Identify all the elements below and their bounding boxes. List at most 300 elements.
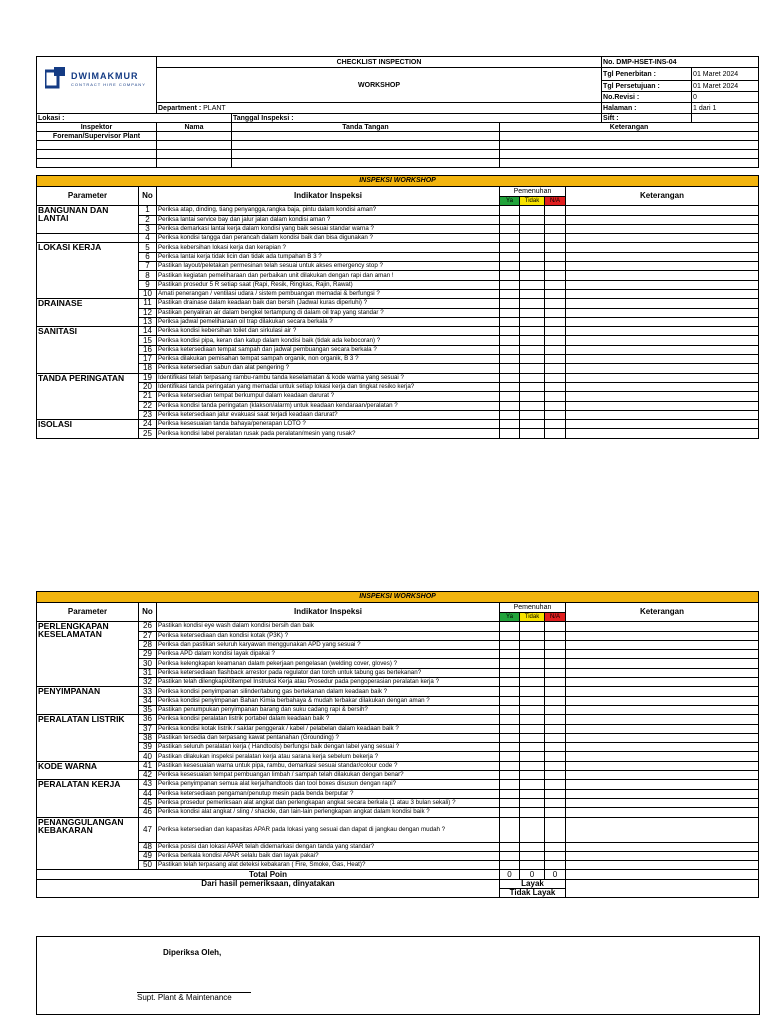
ya-checkbox-cell[interactable] xyxy=(500,743,520,752)
na-checkbox-cell[interactable] xyxy=(545,364,566,373)
tidak-checkbox-cell[interactable] xyxy=(520,429,545,438)
keterangan-input-cell[interactable] xyxy=(566,733,759,742)
na-checkbox-cell[interactable] xyxy=(545,808,566,817)
tidak-checkbox-cell[interactable] xyxy=(520,631,545,640)
na-checkbox-cell[interactable] xyxy=(545,780,566,789)
keterangan-cell[interactable] xyxy=(500,132,759,141)
na-checkbox-cell[interactable] xyxy=(545,299,566,308)
na-checkbox-cell[interactable] xyxy=(545,355,566,364)
item-number: 21 xyxy=(139,392,157,401)
total-poin-label: Total Poin xyxy=(37,870,500,879)
na-checkbox-cell[interactable] xyxy=(545,696,566,705)
ya-checkbox-cell[interactable] xyxy=(500,780,520,789)
table-row xyxy=(37,271,759,280)
ya-checkbox-cell[interactable] xyxy=(500,327,520,336)
ya-checkbox-cell[interactable] xyxy=(500,262,520,271)
tidak-checkbox-cell[interactable] xyxy=(520,817,545,842)
tidak-checkbox-cell[interactable] xyxy=(520,705,545,714)
keterangan-input-cell[interactable] xyxy=(566,355,759,364)
keterangan-input-cell[interactable] xyxy=(566,373,759,382)
keterangan-input-cell[interactable] xyxy=(566,696,759,705)
keterangan-input-cell[interactable] xyxy=(566,420,759,429)
table-row xyxy=(37,668,759,677)
tidak-checkbox-cell[interactable] xyxy=(520,771,545,780)
keterangan-input-cell[interactable] xyxy=(566,234,759,243)
table-row xyxy=(37,696,759,705)
ya-checkbox-cell[interactable] xyxy=(500,771,520,780)
table-row xyxy=(37,401,759,410)
ya-checkbox-cell[interactable] xyxy=(500,392,520,401)
item-number: 9 xyxy=(139,280,157,289)
tidak-checkbox-cell[interactable] xyxy=(520,622,545,631)
inspektor-cell[interactable] xyxy=(37,159,157,168)
na-checkbox-cell[interactable] xyxy=(545,224,566,233)
keterangan-input-cell[interactable] xyxy=(566,743,759,752)
keterangan-input-cell[interactable] xyxy=(566,780,759,789)
keterangan-input-cell[interactable] xyxy=(566,243,759,252)
keterangan-input-cell[interactable] xyxy=(566,650,759,659)
tidak-header: Tidak xyxy=(520,197,545,206)
ya-checkbox-cell[interactable] xyxy=(500,724,520,733)
item-number: 8 xyxy=(139,271,157,280)
na-checkbox-cell[interactable] xyxy=(545,789,566,798)
item-number: 7 xyxy=(139,262,157,271)
keterangan-input-cell[interactable] xyxy=(566,206,759,215)
ttd-cell[interactable] xyxy=(232,159,500,168)
lokasi-label: Lokasi : xyxy=(37,114,232,123)
ttd-cell[interactable] xyxy=(232,132,500,141)
indikator-text: Periksa atap, dinding, tiang penyangga,rangka baja, pintu dalam kondisi aman? xyxy=(157,206,500,215)
tidak-checkbox-cell[interactable] xyxy=(520,678,545,687)
nama-cell[interactable] xyxy=(157,150,232,159)
keterangan-input-cell[interactable] xyxy=(566,687,759,696)
tidak-checkbox-cell[interactable] xyxy=(520,392,545,401)
na-checkbox-cell[interactable] xyxy=(545,289,566,298)
ya-checkbox-cell[interactable] xyxy=(500,252,520,261)
keterangan-input-cell[interactable] xyxy=(566,851,759,860)
nama-header: Nama xyxy=(157,123,232,132)
indikator-text: Pastikan layout/peletakan permesinan telah sesuai untuk akses emergency stop ? xyxy=(157,262,500,271)
keterangan-input-cell[interactable] xyxy=(566,289,759,298)
indikator-text: Periksa APD dalam kondisi layak dipakai ? xyxy=(157,650,500,659)
ya-checkbox-cell[interactable] xyxy=(500,299,520,308)
tidak-checkbox-cell[interactable] xyxy=(520,252,545,261)
tidak-checkbox-cell[interactable] xyxy=(520,271,545,280)
keterangan-input-cell[interactable] xyxy=(566,382,759,391)
tidak-checkbox-cell[interactable] xyxy=(520,640,545,649)
keterangan-input-cell[interactable] xyxy=(566,861,759,870)
item-number: 24 xyxy=(139,420,157,429)
pemenuhan-header: Pemenuhan xyxy=(500,603,566,613)
keterangan-input-cell[interactable] xyxy=(566,336,759,345)
ya-checkbox-cell[interactable] xyxy=(500,224,520,233)
na-checkbox-cell[interactable] xyxy=(545,373,566,382)
ya-checkbox-cell[interactable] xyxy=(500,761,520,770)
keterangan-column-header: Keterangan xyxy=(566,603,759,622)
ya-checkbox-cell[interactable] xyxy=(500,215,520,224)
supt-signature-line[interactable] xyxy=(137,992,251,1002)
tidak-checkbox-cell[interactable] xyxy=(520,317,545,326)
na-checkbox-cell[interactable] xyxy=(545,771,566,780)
keterangan-input-cell[interactable] xyxy=(566,392,759,401)
item-number: 49 xyxy=(139,851,157,860)
ya-checkbox-cell[interactable] xyxy=(500,382,520,391)
item-number: 20 xyxy=(139,382,157,391)
ya-header: Ya xyxy=(500,197,520,206)
keterangan-input-cell[interactable] xyxy=(566,761,759,770)
keterangan-input-cell[interactable] xyxy=(566,401,759,410)
table-row xyxy=(37,382,759,391)
ya-checkbox-cell[interactable] xyxy=(500,410,520,419)
item-number: 38 xyxy=(139,733,157,742)
na-checkbox-cell[interactable] xyxy=(545,280,566,289)
na-checkbox-cell[interactable] xyxy=(545,420,566,429)
indikator-text: Periksa ketersedian dan kapasitas APAR pada lokasi yang sesuai dan dapat di jangkau dengan mudah ? xyxy=(157,817,500,842)
keterangan-input-cell[interactable] xyxy=(566,668,759,677)
na-checkbox-cell[interactable] xyxy=(545,234,566,243)
keterangan-input-cell[interactable] xyxy=(566,705,759,714)
na-checkbox-cell[interactable] xyxy=(545,733,566,742)
ya-checkbox-cell[interactable] xyxy=(500,289,520,298)
ya-checkbox-cell[interactable] xyxy=(500,851,520,860)
tidak-checkbox-cell[interactable] xyxy=(520,761,545,770)
keterangan-input-cell[interactable] xyxy=(566,678,759,687)
indikator-text: Periksa kesesuaian tanda bahaya/penerapan LOTO ? xyxy=(157,420,500,429)
ttd-cell[interactable] xyxy=(232,141,500,150)
table-row xyxy=(37,659,759,668)
checklist-label: CHECKLIST INSPECTION xyxy=(157,57,602,68)
na-checkbox-cell[interactable] xyxy=(545,640,566,649)
keterangan-input-cell[interactable] xyxy=(566,345,759,354)
nama-cell[interactable] xyxy=(157,141,232,150)
ya-checkbox-cell[interactable] xyxy=(500,317,520,326)
keterangan-input-cell[interactable] xyxy=(566,789,759,798)
indikator-text: Identifikasi telah terpasang rambu-rambu tanda keselamatan & kode warna yang sesuai ? xyxy=(157,373,500,382)
ya-checkbox-cell[interactable] xyxy=(500,243,520,252)
keterangan-cell[interactable] xyxy=(500,159,759,168)
tidak-checkbox-cell[interactable] xyxy=(520,224,545,233)
ya-checkbox-cell[interactable] xyxy=(500,733,520,742)
ya-checkbox-cell[interactable] xyxy=(500,364,520,373)
na-checkbox-cell[interactable] xyxy=(545,308,566,317)
tidak-checkbox-cell[interactable] xyxy=(520,798,545,807)
nama-cell[interactable] xyxy=(157,132,232,141)
tidak-checkbox-cell[interactable] xyxy=(520,280,545,289)
na-checkbox-cell[interactable] xyxy=(545,705,566,714)
ya-checkbox-cell[interactable] xyxy=(500,420,520,429)
table-row xyxy=(37,631,759,640)
na-checkbox-cell[interactable] xyxy=(545,252,566,261)
tidak-checkbox-cell[interactable] xyxy=(520,851,545,860)
na-checkbox-cell[interactable] xyxy=(545,842,566,851)
ya-checkbox-cell[interactable] xyxy=(500,678,520,687)
keterangan-input-cell[interactable] xyxy=(566,631,759,640)
na-checkbox-cell[interactable] xyxy=(545,429,566,438)
ya-checkbox-cell[interactable] xyxy=(500,308,520,317)
tidak-checkbox-cell[interactable] xyxy=(520,410,545,419)
tidak-checkbox-cell[interactable] xyxy=(520,373,545,382)
ya-checkbox-cell[interactable] xyxy=(500,373,520,382)
tidak-checkbox-cell[interactable] xyxy=(520,299,545,308)
ya-checkbox-cell[interactable] xyxy=(500,622,520,631)
inspektor-cell[interactable] xyxy=(37,150,157,159)
na-checkbox-cell[interactable] xyxy=(545,724,566,733)
ya-checkbox-cell[interactable] xyxy=(500,429,520,438)
indikator-text: Periksa ketersedian tempat berkumpul dalam keadaan darurat ? xyxy=(157,392,500,401)
keterangan-input-cell[interactable] xyxy=(566,752,759,761)
keterangan-input-cell[interactable] xyxy=(566,252,759,261)
table-row xyxy=(37,355,759,364)
indikator-text: Periksa posisi dan lokasi APAR telah didemarkasi dengan tanda yang standar? xyxy=(157,842,500,851)
ya-checkbox-cell[interactable] xyxy=(500,401,520,410)
ya-checkbox-cell[interactable] xyxy=(500,789,520,798)
indikator-text: Periksa kondisi alat angkat / sling / shackle, dan lain-lain perlengkapan angkat dalam kondisi baik ? xyxy=(157,808,500,817)
na-checkbox-cell[interactable] xyxy=(545,861,566,870)
keterangan-input-cell[interactable] xyxy=(566,317,759,326)
indikator-text: Pastikan seluruh peralatan kerja ( Handtools) berfungsi baik dengan label yang sesuai ? xyxy=(157,743,500,752)
tidak-checkbox-cell[interactable] xyxy=(520,659,545,668)
table-row xyxy=(37,789,759,798)
keterangan-input-cell[interactable] xyxy=(566,271,759,280)
tidak-checkbox-cell[interactable] xyxy=(520,420,545,429)
tidak-checkbox-cell[interactable] xyxy=(520,780,545,789)
indikator-text: Periksa kondisi peralatan listrik portabel dalam keadaan baik ? xyxy=(157,715,500,724)
keterangan-input-cell[interactable] xyxy=(566,715,759,724)
total-tidak: 0 xyxy=(520,870,545,879)
tidak-checkbox-cell[interactable] xyxy=(520,262,545,271)
keterangan-input-cell[interactable] xyxy=(566,724,759,733)
ya-checkbox-cell[interactable] xyxy=(500,817,520,842)
parameter-cell: DRAINASE xyxy=(37,299,139,327)
ya-checkbox-cell[interactable] xyxy=(500,650,520,659)
ya-checkbox-cell[interactable] xyxy=(500,808,520,817)
keterangan-input-cell[interactable] xyxy=(566,817,759,842)
item-number: 30 xyxy=(139,659,157,668)
tidak-checkbox-cell[interactable] xyxy=(520,234,545,243)
ya-checkbox-cell[interactable] xyxy=(500,861,520,870)
ya-checkbox-cell[interactable] xyxy=(500,659,520,668)
na-checkbox-cell[interactable] xyxy=(545,401,566,410)
ya-checkbox-cell[interactable] xyxy=(500,234,520,243)
item-number: 48 xyxy=(139,842,157,851)
item-number: 19 xyxy=(139,373,157,382)
company-logo xyxy=(37,57,157,114)
tidak-checkbox-cell[interactable] xyxy=(520,215,545,224)
tidak-checkbox-cell[interactable] xyxy=(520,650,545,659)
na-checkbox-cell[interactable] xyxy=(545,761,566,770)
item-number: 14 xyxy=(139,327,157,336)
tidak-checkbox-cell[interactable] xyxy=(520,842,545,851)
na-checkbox-cell[interactable] xyxy=(545,336,566,345)
tidak-checkbox-cell[interactable] xyxy=(520,345,545,354)
table-row xyxy=(37,336,759,345)
keterangan-input-cell[interactable] xyxy=(566,262,759,271)
keterangan-cell[interactable] xyxy=(500,150,759,159)
tidak-checkbox-cell[interactable] xyxy=(520,715,545,724)
tidak-checkbox-cell[interactable] xyxy=(520,327,545,336)
item-number: 25 xyxy=(139,429,157,438)
tidak-checkbox-cell[interactable] xyxy=(520,289,545,298)
na-checkbox-cell[interactable] xyxy=(545,631,566,640)
indikator-text: Pastikan kondisi eye wash dalam kondisi bersih dan baik xyxy=(157,622,500,631)
na-checkbox-cell[interactable] xyxy=(545,271,566,280)
supt-label: Supt. Plant & Maintenance xyxy=(137,993,232,1002)
table-row xyxy=(37,280,759,289)
na-checkbox-cell[interactable] xyxy=(545,327,566,336)
na-checkbox-cell[interactable] xyxy=(545,392,566,401)
ya-header: Ya xyxy=(500,613,520,622)
na-checkbox-cell[interactable] xyxy=(545,687,566,696)
ya-checkbox-cell[interactable] xyxy=(500,798,520,807)
ya-checkbox-cell[interactable] xyxy=(500,206,520,215)
na-checkbox-cell[interactable] xyxy=(545,243,566,252)
tidak-checkbox-cell[interactable] xyxy=(520,808,545,817)
tidak-checkbox-cell[interactable] xyxy=(520,364,545,373)
parameter-header: Parameter xyxy=(37,603,139,622)
ya-checkbox-cell[interactable] xyxy=(500,705,520,714)
item-number: 41 xyxy=(139,761,157,770)
item-number: 12 xyxy=(139,308,157,317)
na-checkbox-cell[interactable] xyxy=(545,215,566,224)
item-number: 31 xyxy=(139,668,157,677)
na-checkbox-cell[interactable] xyxy=(545,659,566,668)
ttd-cell[interactable] xyxy=(232,150,500,159)
tidak-checkbox-cell[interactable] xyxy=(520,355,545,364)
ya-checkbox-cell[interactable] xyxy=(500,687,520,696)
ya-checkbox-cell[interactable] xyxy=(500,345,520,354)
na-checkbox-cell[interactable] xyxy=(545,382,566,391)
item-number: 2 xyxy=(139,215,157,224)
na-checkbox-cell[interactable] xyxy=(545,262,566,271)
na-checkbox-cell[interactable] xyxy=(545,345,566,354)
ya-checkbox-cell[interactable] xyxy=(500,752,520,761)
ya-checkbox-cell[interactable] xyxy=(500,631,520,640)
ya-checkbox-cell[interactable] xyxy=(500,696,520,705)
indikator-header: Indikator Inspeksi xyxy=(157,187,500,206)
ya-checkbox-cell[interactable] xyxy=(500,640,520,649)
keterangan-input-cell[interactable] xyxy=(566,429,759,438)
nama-cell[interactable] xyxy=(157,159,232,168)
document-header xyxy=(36,56,759,168)
item-number: 3 xyxy=(139,224,157,233)
tidak-checkbox-cell[interactable] xyxy=(520,789,545,798)
ya-checkbox-cell[interactable] xyxy=(500,668,520,677)
keterangan-input-cell[interactable] xyxy=(566,659,759,668)
inspektor-cell[interactable] xyxy=(37,141,157,150)
table-row xyxy=(37,215,759,224)
keterangan-input-cell[interactable] xyxy=(566,215,759,224)
item-number: 27 xyxy=(139,631,157,640)
table-row xyxy=(37,752,759,761)
na-checkbox-cell[interactable] xyxy=(545,715,566,724)
diperiksa-label: Diperiksa Oleh, xyxy=(163,948,222,957)
keterangan-input-cell[interactable] xyxy=(566,327,759,336)
tidak-checkbox-cell[interactable] xyxy=(520,687,545,696)
na-checkbox-cell[interactable] xyxy=(545,817,566,842)
tidak-checkbox-cell[interactable] xyxy=(520,733,545,742)
table-row xyxy=(37,308,759,317)
tidak-checkbox-cell[interactable] xyxy=(520,743,545,752)
tidak-checkbox-cell[interactable] xyxy=(520,401,545,410)
keterangan-input-cell[interactable] xyxy=(566,640,759,649)
na-checkbox-cell[interactable] xyxy=(545,206,566,215)
na-checkbox-cell[interactable] xyxy=(545,622,566,631)
indikator-text: Periksa kondisi penyimpanan silinder/tabung gas bertekanan dalam keadaan baik ? xyxy=(157,687,500,696)
na-checkbox-cell[interactable] xyxy=(545,743,566,752)
inspection-table-2 xyxy=(36,591,759,898)
tidak-checkbox-cell[interactable] xyxy=(520,206,545,215)
tidak-checkbox-cell[interactable] xyxy=(520,243,545,252)
keterangan-input-cell[interactable] xyxy=(566,280,759,289)
keterangan-input-cell[interactable] xyxy=(566,299,759,308)
keterangan-input-cell[interactable] xyxy=(566,842,759,851)
tidak-checkbox-cell[interactable] xyxy=(520,752,545,761)
tidak-checkbox-cell[interactable] xyxy=(520,724,545,733)
item-number: 5 xyxy=(139,243,157,252)
keterangan-input-cell[interactable] xyxy=(566,771,759,780)
halaman-value: 1 dari 1 xyxy=(692,103,759,114)
tidak-checkbox-cell[interactable] xyxy=(520,336,545,345)
indikator-text: Periksa kondisi penyimpanan Bahan Kimia berbahaya & mudah terbakar dilakukan dengan aman ? xyxy=(157,696,500,705)
keterangan-cell[interactable] xyxy=(500,141,759,150)
ya-checkbox-cell[interactable] xyxy=(500,842,520,851)
keterangan-input-cell[interactable] xyxy=(566,308,759,317)
indikator-text: Periksa dan pastikan seluruh karyawan menggunakan APD yang sesuai ? xyxy=(157,640,500,649)
ya-checkbox-cell[interactable] xyxy=(500,336,520,345)
tidak-checkbox-cell[interactable] xyxy=(520,308,545,317)
na-checkbox-cell[interactable] xyxy=(545,317,566,326)
keterangan-input-cell[interactable] xyxy=(566,364,759,373)
ya-checkbox-cell[interactable] xyxy=(500,355,520,364)
keterangan-input-cell[interactable] xyxy=(566,622,759,631)
na-checkbox-cell[interactable] xyxy=(545,752,566,761)
ya-checkbox-cell[interactable] xyxy=(500,271,520,280)
indikator-text: Periksa kondisi kotak listrik / saklar penggerak / kabel / pelabelan dalam keadaan baik ? xyxy=(157,724,500,733)
no-revisi-value: 0 xyxy=(692,92,759,103)
table-row xyxy=(37,743,759,752)
table-row xyxy=(37,622,759,631)
table-row xyxy=(37,678,759,687)
ya-checkbox-cell[interactable] xyxy=(500,280,520,289)
table-row xyxy=(37,771,759,780)
tidak-checkbox-cell[interactable] xyxy=(520,861,545,870)
na-checkbox-cell[interactable] xyxy=(545,798,566,807)
table-row xyxy=(37,640,759,649)
tidak-checkbox-cell[interactable] xyxy=(520,668,545,677)
na-checkbox-cell[interactable] xyxy=(545,678,566,687)
table-row xyxy=(37,364,759,373)
indikator-text: Periksa demarkasi lantai kerja dalam kondisi yang baik sesuai standar warna ? xyxy=(157,224,500,233)
keterangan-input-cell[interactable] xyxy=(566,798,759,807)
indikator-text: Pastikan penumpukan penyimpanan barang dan suku cadang rapi & bersih? xyxy=(157,705,500,714)
tidak-checkbox-cell[interactable] xyxy=(520,382,545,391)
item-number: 26 xyxy=(139,622,157,631)
na-checkbox-cell[interactable] xyxy=(545,650,566,659)
tidak-checkbox-cell[interactable] xyxy=(520,696,545,705)
layak-option[interactable]: Layak xyxy=(500,879,566,888)
keterangan-input-cell[interactable] xyxy=(566,410,759,419)
ya-checkbox-cell[interactable] xyxy=(500,715,520,724)
tidak-layak-option[interactable]: Tidak Layak xyxy=(500,889,566,898)
keterangan-input-cell[interactable] xyxy=(566,224,759,233)
na-checkbox-cell[interactable] xyxy=(545,410,566,419)
keterangan-input-cell[interactable] xyxy=(566,808,759,817)
signature-box xyxy=(36,936,760,1015)
na-checkbox-cell[interactable] xyxy=(545,668,566,677)
na-checkbox-cell[interactable] xyxy=(545,851,566,860)
halaman-label: Halaman : xyxy=(602,103,692,114)
tanda-tangan-header: Tanda Tangan xyxy=(232,123,500,132)
